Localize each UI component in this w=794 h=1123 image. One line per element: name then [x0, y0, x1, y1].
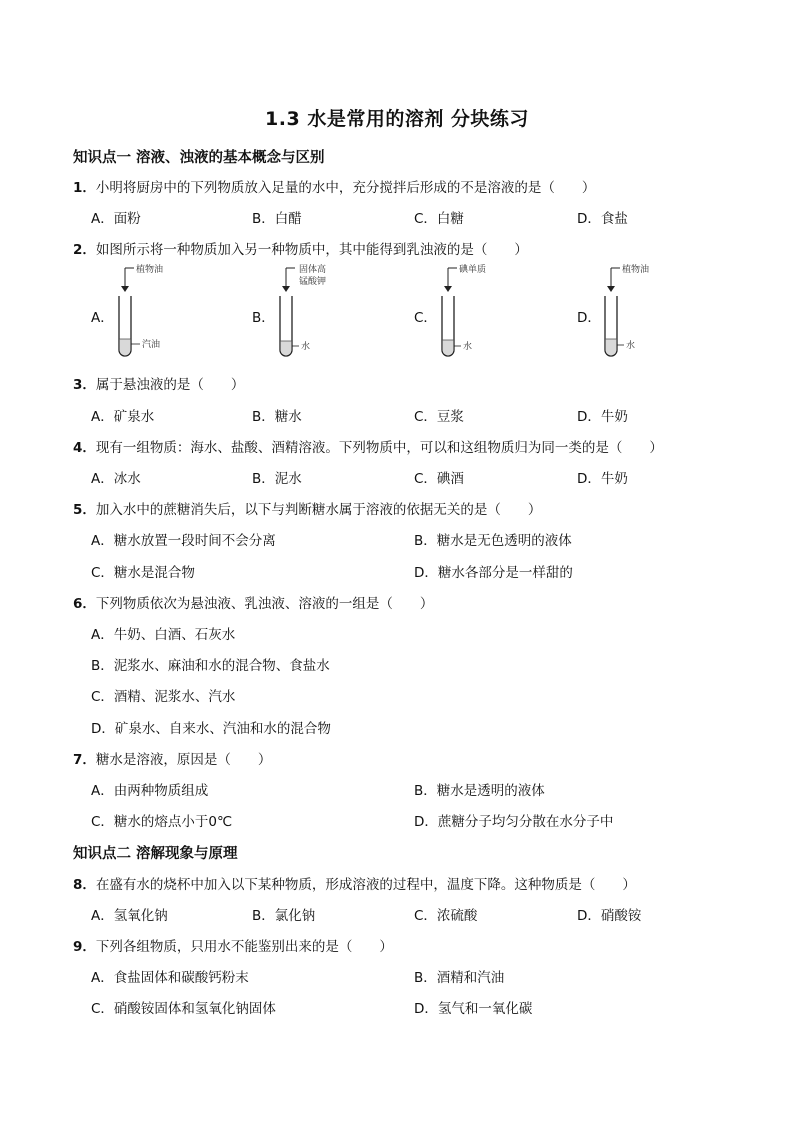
question-number: 3．: [73, 377, 96, 393]
option-2b[interactable]: B．: [252, 310, 275, 326]
section-heading-2: 知识点二 溶解现象与原理: [73, 846, 238, 862]
question-1: [73, 176, 595, 196]
question-4: [73, 436, 663, 456]
question-number: 7．: [73, 752, 96, 768]
question-2: [73, 238, 528, 258]
option-8d[interactable]: D．硝酸铵: [577, 908, 642, 924]
question-3: [73, 373, 244, 393]
option-9a[interactable]: A．食盐固体和碳酸钙粉末: [91, 970, 249, 986]
test-tube-c: [439, 262, 519, 362]
question-text: 加入水中的蔗糖消失后，以下与判断糖水属于溶液的依据无关的是（ ）: [95, 502, 542, 518]
question-text: 下列物质依次为悬浊液、乳浊液、溶液的一组是（ ）: [95, 596, 434, 612]
option-3b[interactable]: B．糖水: [252, 409, 302, 425]
option-7a[interactable]: A．由两种物质组成: [91, 783, 209, 799]
option-5d[interactable]: D．糖水各部分是一样甜的: [414, 565, 573, 581]
option-9d[interactable]: D．氢气和一氧化碳: [414, 1001, 533, 1017]
question-text: 如图所示将一种物质加入另一种物质中，其中能得到乳浊液的是（ ）: [95, 242, 528, 258]
added-label: 植物油: [136, 265, 164, 275]
option-6d[interactable]: D．矿泉水、自来水、汽油和水的混合物: [91, 721, 331, 737]
option-5c[interactable]: C．糖水是混合物: [91, 565, 195, 581]
page-title: 1.3 水是常用的溶剂 分块练习: [265, 108, 529, 130]
question-text: 现有一组物质：海水、盐酸、酒精溶液。下列物质中，可以和这组物质归为同一类的是（ ）: [95, 440, 663, 456]
question-number: 4．: [73, 440, 96, 456]
option-8a[interactable]: A．氢氧化钠: [91, 908, 168, 924]
added-label: 植物油: [622, 265, 650, 275]
option-4d[interactable]: D．牛奶: [577, 471, 628, 487]
option-8c[interactable]: C．浓硫酸: [414, 908, 478, 924]
question-number: 8．: [73, 877, 96, 893]
question-number: 1．: [73, 180, 96, 196]
option-2d[interactable]: D．: [577, 310, 601, 326]
question-5: [73, 498, 541, 518]
option-1a[interactable]: A．面粉: [91, 211, 141, 227]
option-1d[interactable]: D．食盐: [577, 211, 628, 227]
option-2a[interactable]: A．: [91, 310, 114, 326]
option-5a[interactable]: A．糖水放置一段时间不会分离: [91, 533, 276, 549]
question-text: 小明将厨房中的下列物质放入足量的水中，充分搅拌后形成的不是溶液的是（ ）: [95, 180, 596, 196]
test-tube-figure: [88, 262, 688, 366]
option-7d[interactable]: D．蔗糖分子均匀分散在水分子中: [414, 814, 614, 830]
added-label: 固体高: [299, 265, 327, 275]
option-2c[interactable]: C．: [414, 310, 437, 326]
liquid-label: 水: [463, 342, 473, 352]
added-label: 碘单质: [459, 265, 487, 275]
option-7b[interactable]: B．糖水是透明的液体: [414, 783, 545, 799]
option-4b[interactable]: B．泥水: [252, 471, 302, 487]
test-tube-d: [602, 262, 682, 362]
question-9: [73, 935, 393, 955]
question-number: 9．: [73, 939, 96, 955]
option-3a[interactable]: A．矿泉水: [91, 409, 155, 425]
question-7: [73, 748, 271, 768]
question-text: 属于悬浊液的是（ ）: [95, 377, 245, 393]
option-7c[interactable]: C．糖水的熔点小于0℃: [91, 814, 233, 830]
question-number: 6．: [73, 596, 96, 612]
option-9c[interactable]: C．硝酸铵固体和氢氧化钠固体: [91, 1001, 276, 1017]
option-8b[interactable]: B．氯化钠: [252, 908, 316, 924]
test-tube-b: [277, 262, 357, 362]
question-text: 在盛有水的烧杯中加入以下某种物质，形成溶液的过程中，温度下降。这种物质是（ ）: [95, 877, 636, 893]
question-8: [73, 873, 636, 893]
section-heading-1: 知识点一 溶液、浊液的基本概念与区别: [73, 150, 325, 166]
added-label-line2: 锰酸钾: [299, 277, 327, 287]
option-1c[interactable]: C．白糖: [414, 211, 464, 227]
question-text: 下列各组物质，只用水不能鉴别出来的是（ ）: [95, 939, 393, 955]
liquid-label: 水: [301, 342, 311, 352]
option-4c[interactable]: C．碘酒: [414, 471, 464, 487]
option-1b[interactable]: B．白醋: [252, 211, 302, 227]
option-5b[interactable]: B．糖水是无色透明的液体: [414, 533, 572, 549]
option-3c[interactable]: C．豆浆: [414, 409, 464, 425]
option-6c[interactable]: C．酒精、泥浆水、汽水: [91, 689, 236, 705]
question-text: 糖水是溶液，原因是（ ）: [95, 752, 272, 768]
test-tube-a: [116, 262, 196, 362]
liquid-label: 汽油: [142, 340, 161, 350]
option-6a[interactable]: A．牛奶、白酒、石灰水: [91, 627, 236, 643]
question-number: 5．: [73, 502, 96, 518]
option-4a[interactable]: A．冰水: [91, 471, 141, 487]
question-number: 2．: [73, 242, 96, 258]
option-3d[interactable]: D．牛奶: [577, 409, 628, 425]
liquid-label: 水: [626, 341, 636, 351]
option-6b[interactable]: B．泥浆水、麻油和水的混合物、食盐水: [91, 658, 330, 674]
option-9b[interactable]: B．酒精和汽油: [414, 970, 505, 986]
question-6: [73, 592, 433, 612]
